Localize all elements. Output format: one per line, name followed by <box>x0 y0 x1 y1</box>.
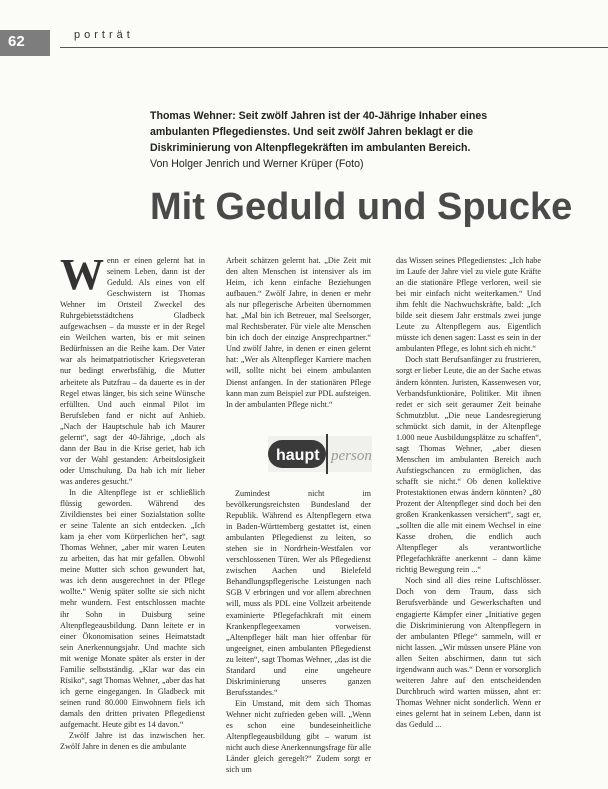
column-3-paragraph-3: Noch sind all dies reine Luftschlösser. Doch von dem Traum, dass sich Berufsverbände und Gewerkschaften und engagierte Kämpfer einer „Initiative gegen die Diskriminierung von Altenpflegern in der ambulanten Pflege“ sammeln, will er nicht lassen. „Wir müssen unsere Pläne von allen Seiten abschirmen, dann tut sich irgendwann auch was.“ Denn er vorsorglich weiteren Jahre auf den entscheidenden Durchbruch wird warten müssen, ahnt er: Thomas Wehner nicht sonderlich. Wenn er eines gelernt hat in seinem Leben, dann ist das Geduld ... <box>396 576 541 729</box>
column-2-top <box>226 255 371 410</box>
section-title: porträt <box>74 29 134 41</box>
column-2-bottom <box>226 488 371 775</box>
drop-cap: W <box>60 250 104 299</box>
column-3-paragraph-2: Doch statt Berufsanfänger zu frustrieren, sorgt er lieber Leute, die an der Sache etwas ändern könnten. Juristen, Kassenwesen vor, Verbandsfunktionäre, Politiker. Mit ihnen redet er sich seit geraumer Zeit beinahe Schmutzblut. „Die neue Landesregierung schmückt sich damit, in der Altenpflege 1.000 neue Ausbildungsplätze zu schaffen“, sagt Thomas Wehner, „aber diesen Menschen im ambulanten Bereich auch Aufstiegschancen zu ermöglichen, das schafft sie nicht.“ Ob denen kollektive Protestaktionen etwas ändern könnten? „80 Prozent der Altenpfleger sind doch bei den großen Krankenkassen versichert“, sagt er, „sollten die alle mit einem Wechsel in eine Kasse drohen, die endlich auch Altenpfleger als verantwortliche Pflegefachkräfte anerkennt – dann käme richtig Bewegung rein ...“ <box>396 355 541 575</box>
column-2-paragraph-1: Arbeit schätzen gelernt hat. „Die Zeit mit den alten Menschen ist intensiver als im Heim, ich kenn einfache Beziehungen aufbauen.“ Zwölf Jahre, in denen er mehr als nur pflegerische Arbeiten übernommen hat. „Mal bin ich Betreuer, mal Seelsorger, mal Rechtsberater. Für viele alte Menschen bin ich doch der einzige Ansprechpartner.“ Und zwölf Jahre, in denen er einen gelernt hat: „Wer als Altenpfleger Karriere machen will, sollte nicht bei einem ambulanten Dienst anfangen. In der stationären Pflege kann man zum Beispiel zur PDL aufsteigen. In der ambulanten Pflege nicht.“ <box>226 256 371 409</box>
paragraph-text: enn er einen gelernt hat in seinem Leben, dann ist der Geduld. Als eines von elf Geschwistern ist Thomas Wehner im Ortsteil Zweckel des Ruhrgebietsstädtchens Gladbeck aufgewachsen – da musste er in der Regel ein Weilchen warten, bis er mit seinen Bedürfnissen an die Reihe kam. Der Vater war als heimatpatriotischer Kriegsveteran nur bedingt erwerbsfähig, die Mutter arbeitete als Putzfrau – da dauerte es in der Regel etwas länger, bis sich seine Wünsche erfüllten. Und auch einmal Pilot im Berufsleben fand er nicht auf Anhieb. „Nach der Hauptschule hab ich Maurer gelernt“, sagt der 40-Jährige, „doch als dann der Bau in die Krise geriet, hab ich vor der Wahl gestanden: Arbeitslosigkeit oder Umschulung. Da hab ich mir lieber was anderes gesucht.“ <box>60 256 205 486</box>
intro-text: Thomas Wehner: Seit zwölf Jahren ist der 40-Jährige Inhaber eines ambulanten Pflegedienstes. Und seit zwölf Jahren beklagt er die Diskriminierung von Altenpflegekräften im ambulanten Bereich. <box>150 110 488 154</box>
article-intro <box>150 108 510 172</box>
column-3 <box>396 255 541 730</box>
column-1-paragraph-3: Zwölf Jahre ist das inzwischen her. Zwölf Jahre in denen es die ambulante <box>60 731 205 752</box>
column-2-paragraph-3: Ein Umstand, mit dem sich Thomas Wehner nicht zufrieden geben will. „Wenn es schon eine bundeseinheitliche Altenpflegeausbildung gibt – warum ist nicht auch diese Anerkennungsfrage für alle Länder gleich geregelt?“ Zudem sorgt er sich um <box>226 698 371 775</box>
column-2-paragraph-2: Zumindest nicht im bevölkerungsreichsten Bundesland der Republik. Während es Altenpflegern etwa in Baden-Württemberg gestattet ist, einen ambulanten Pflegedienst zu leiten, so stehen sie in Nordrhein-Westfalen vor verschlossenen Türen. Wer als Pflegedienst zwischen Aachen und Bielefeld Behandlungspflegerische Leistungen nach SGB V erbringen und vor allem abrechnen will, muss als PDL eine Vollzeit arbeitende examinierte Pflegefachkraft mit einem Krankenpflegeexamen vorweisen. „Altenpfleger hält man hier offenbar für ungeeignet, einen ambulanten Pflegedienst zu leiten“, sagt Thomas Wehner, „das ist die Standard und eine ungeheure Diskriminierung unseres ganzen Berufsstandes.“ <box>226 489 371 697</box>
page-number: 62 <box>8 33 25 50</box>
hauptperson-logo <box>268 432 372 476</box>
column-1-paragraph-2: In die Altenpflege ist er schließlich flüssig geworden. Während des Zivildienstes bei einer Sozialstation sollte er seine Talente an sich entdecken. „Ich kam ja eher vom Körperlichen her“, sagt Thomas Wehner, „aber mir waren Leuten zu arbeiten, das hat mir gefallen. Obwohl meine Mutter sich schon gewundert hat, was ich denn ausgerechnet in der Pflege wollte.“ Wenig später sollte sie sich nicht mehr wundern. Fest entschlossen machte ihr Sohn in Duisburg seine Altenpflegeausbildung. Dann leitete er in einer Ökonomisation seines Heimatstadt sein Anerkennungsjahr. Und machte sich mit wenige Monate später als erster in der Familie selbstständig. „Klar war das ein Risiko“, sagt Thomas Wehner, „aber das hat ich gerne eingegangen. In Gladbeck mit seinen rund 80.000 Einwohnern fiels ich damals den dritten privaten Pflegedienst aufgemacht. Heute gibt es 14 davon.“ <box>60 487 205 729</box>
header-rule <box>60 47 608 48</box>
logo-left-text: haupt <box>276 447 320 464</box>
column-1-paragraph-1 <box>60 250 205 487</box>
author-credit: Von Holger Jenrich und Werner Krüper (Foto) <box>150 158 364 170</box>
column-3-paragraph-1: das Wissen seines Pflegedienstes: „Ich habe im Laufe der Jahre viel zu viele gute Kräfte an die stationäre Pflege verloren, weil sie bei mir einfach nicht weiterkamen.“ Und ihm fehlt die Nachwuchskräfte, bald: „Ich bilde seit diesem Jahr erstmals zwei junge Leute zu Altenpflegern aus. Eigentlich müsste ich denen sagen: Lasst es sein in der ambulanten Pflege, es lohnt sich eh nicht.“ <box>396 256 541 354</box>
logo-right-text: person <box>331 448 372 464</box>
article-headline: Mit Geduld und Spucke <box>150 186 573 228</box>
column-1 <box>60 250 205 752</box>
